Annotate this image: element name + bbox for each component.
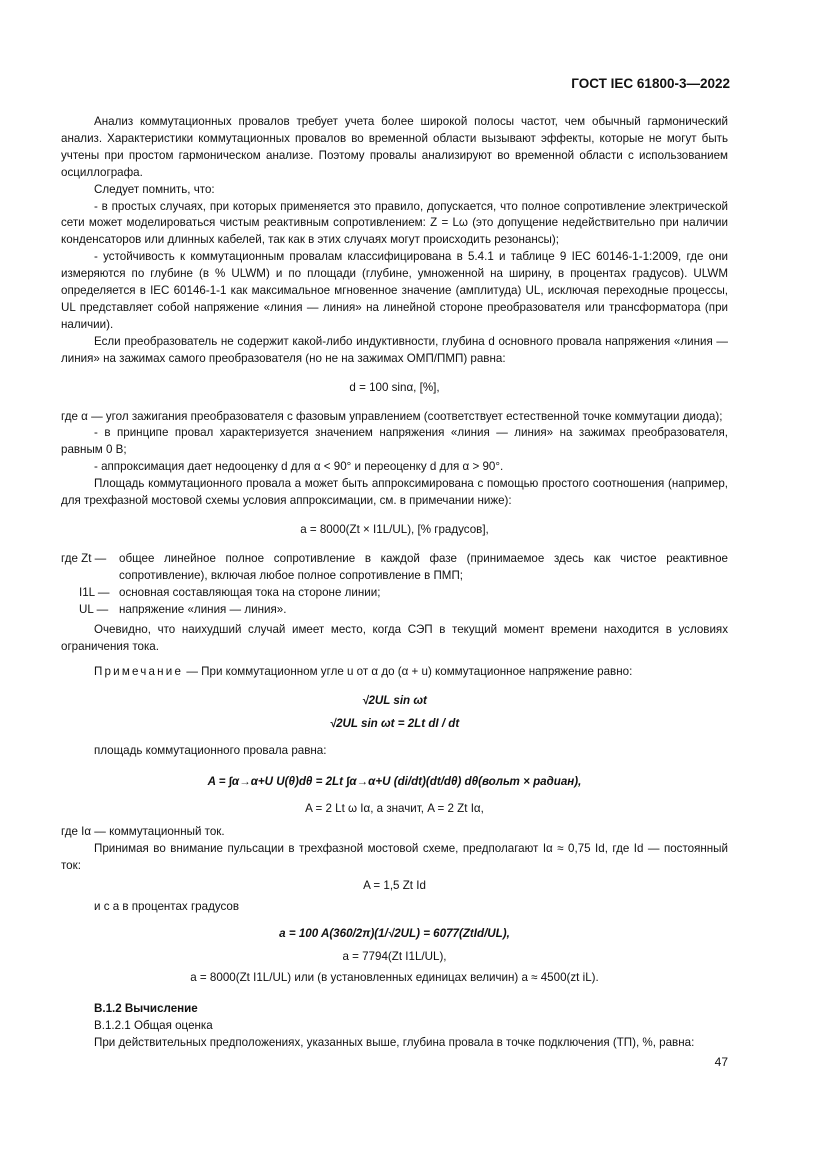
definition-text: общее линейное полное сопротивление в каждой фазе (принимаемое здесь как чистое реактивное сопротивление), включая любое полное сопротивление в ПМП; bbox=[119, 551, 728, 582]
equation-ripple: A = 1,5 Zt Id bbox=[363, 879, 426, 893]
equation-voltage: √2UL sin ωt bbox=[362, 694, 427, 708]
paragraph: - устойчивость к коммутационным провалам классифицирована в 5.4.1 и таблице 9 IEC 60146-1-1:2009, где они измеряются по глубине (в % ULWM) и по площади (глубине, умноженной на ширину, в процентах градусов). ULWM определяется в IEC 60146-1-1 как максимальное мгновенное значение (амплитуда) UL, исключая переходные процессы, UL представляет собой напряжение «линия — линия» на линейной стороне преобразователя или трансформатора (при наличии). bbox=[61, 250, 728, 331]
equation-8000: a = 8000(Zt I1L/UL) или (в установленных единицах величин) a ≈ 4500(zt iL). bbox=[190, 971, 599, 985]
paragraph: Если преобразователь не содержит какой-либо индуктивности, глубина d основного провала напряжения «линия — линия» на зажимах самого преобразователя (но не на зажимах ОМП/ПМП) равна: bbox=[61, 334, 728, 365]
page-number: 47 bbox=[714, 1055, 728, 1069]
paragraph: где α — угол зажигания преобразователя с фазовым управлением (соответствует естественной точке коммутации диода); bbox=[61, 409, 723, 423]
document-id-header: ГОСТ IEC 61800-3—2022 bbox=[571, 76, 730, 91]
definition-symbol: UL — bbox=[79, 602, 109, 616]
paragraph: Площадь коммутационного провала a может быть аппроксимирована с помощью простого соотношения (например, для трехфазной мостовой схемы условия аппроксимации, см. в примечании ниже): bbox=[61, 477, 728, 508]
paragraph: Анализ коммутационных провалов требует учета более широкой полосы частот, чем обычный гармонический анализ. Характеристики коммутационных провалов во временной области вызывают эффекты, которые не могут быть учтены при простом гармоническом анализе. Поэтому провалы анализируют во временной области с использованием осциллографа. bbox=[61, 115, 728, 179]
paragraph: При действительных предположениях, указанных выше, глубина провала в точке подключения (ТП), %, равна: bbox=[94, 1035, 695, 1049]
equation-voltage-derivative: √2UL sin ωt = 2Lt dI / dt bbox=[329, 717, 460, 731]
note-label: Примечание bbox=[94, 665, 184, 679]
definition-symbol: I1L — bbox=[79, 585, 110, 599]
paragraph: - аппроксимация дает недооценку d для α < 90° и переоценку d для α > 90°. bbox=[94, 460, 504, 474]
equation-depth: d = 100 sinα, [%], bbox=[349, 380, 440, 394]
paragraph: Принимая во внимание пульсации в трехфазной мостовой схеме, предполагают Iα ≈ 0,75 Id, где Id — постоянный ток: bbox=[61, 841, 728, 872]
paragraph: где Iα — коммутационный ток. bbox=[61, 824, 225, 838]
paragraph: - в простых случаях, при которых применяется это правило, допускается, что полное сопротивление электрической сети может моделироваться чистым реактивным сопротивлением: Z = Lω (это допущение недействительно при наличии конденсаторов или длинных кабелей, так как в этих случаях могут происходить резонансы); bbox=[61, 199, 728, 247]
definition-symbol: где Zt — bbox=[61, 551, 107, 565]
section-heading: В.1.2 Вычисление bbox=[94, 1001, 198, 1015]
note-text: — При коммутационном угле u от α до (α + u) коммутационное напряжение равно: bbox=[186, 665, 633, 679]
definition-text: основная составляющая тока на стороне линии; bbox=[119, 585, 381, 599]
paragraph: - в принципе провал характеризуется значением напряжения «линия — линия» на зажимах преобразователя, равным 0 В; bbox=[61, 426, 728, 457]
equation-area-current: A = 2 Lt ω Iα, а значит, A = 2 Zt Iα, bbox=[305, 801, 484, 815]
definition-text: напряжение «линия — линия». bbox=[119, 602, 287, 616]
paragraph: и с a в процентах градусов bbox=[94, 900, 240, 914]
definitions-list bbox=[61, 551, 728, 619]
equation-percent-degrees: a = 100 A(360/2π)(1/√2UL) = 6077(ZtId/UL), bbox=[279, 927, 510, 941]
paragraph: площадь коммутационного провала равна: bbox=[94, 744, 327, 757]
note bbox=[61, 664, 728, 681]
equation-area: a = 8000(Zt × I1L/UL), [% градусов], bbox=[300, 522, 489, 536]
subsection-heading: В.1.2.1 Общая оценка bbox=[94, 1018, 213, 1032]
paragraph: Следует помнить, что: bbox=[94, 182, 215, 196]
equation-7794: a = 7794(Zt I1L/UL), bbox=[342, 950, 447, 964]
paragraph: Очевидно, что наихудший случай имеет место, когда СЭП в текущий момент времени находится в условиях ограничения тока. bbox=[61, 623, 728, 654]
equation-integral: A = ∫α→α+U U(θ)dθ = 2Lt ∫α→α+U (di/dt)(dt/dθ) dθ(вольт × радиан), bbox=[207, 774, 582, 788]
body-text bbox=[61, 114, 728, 1052]
